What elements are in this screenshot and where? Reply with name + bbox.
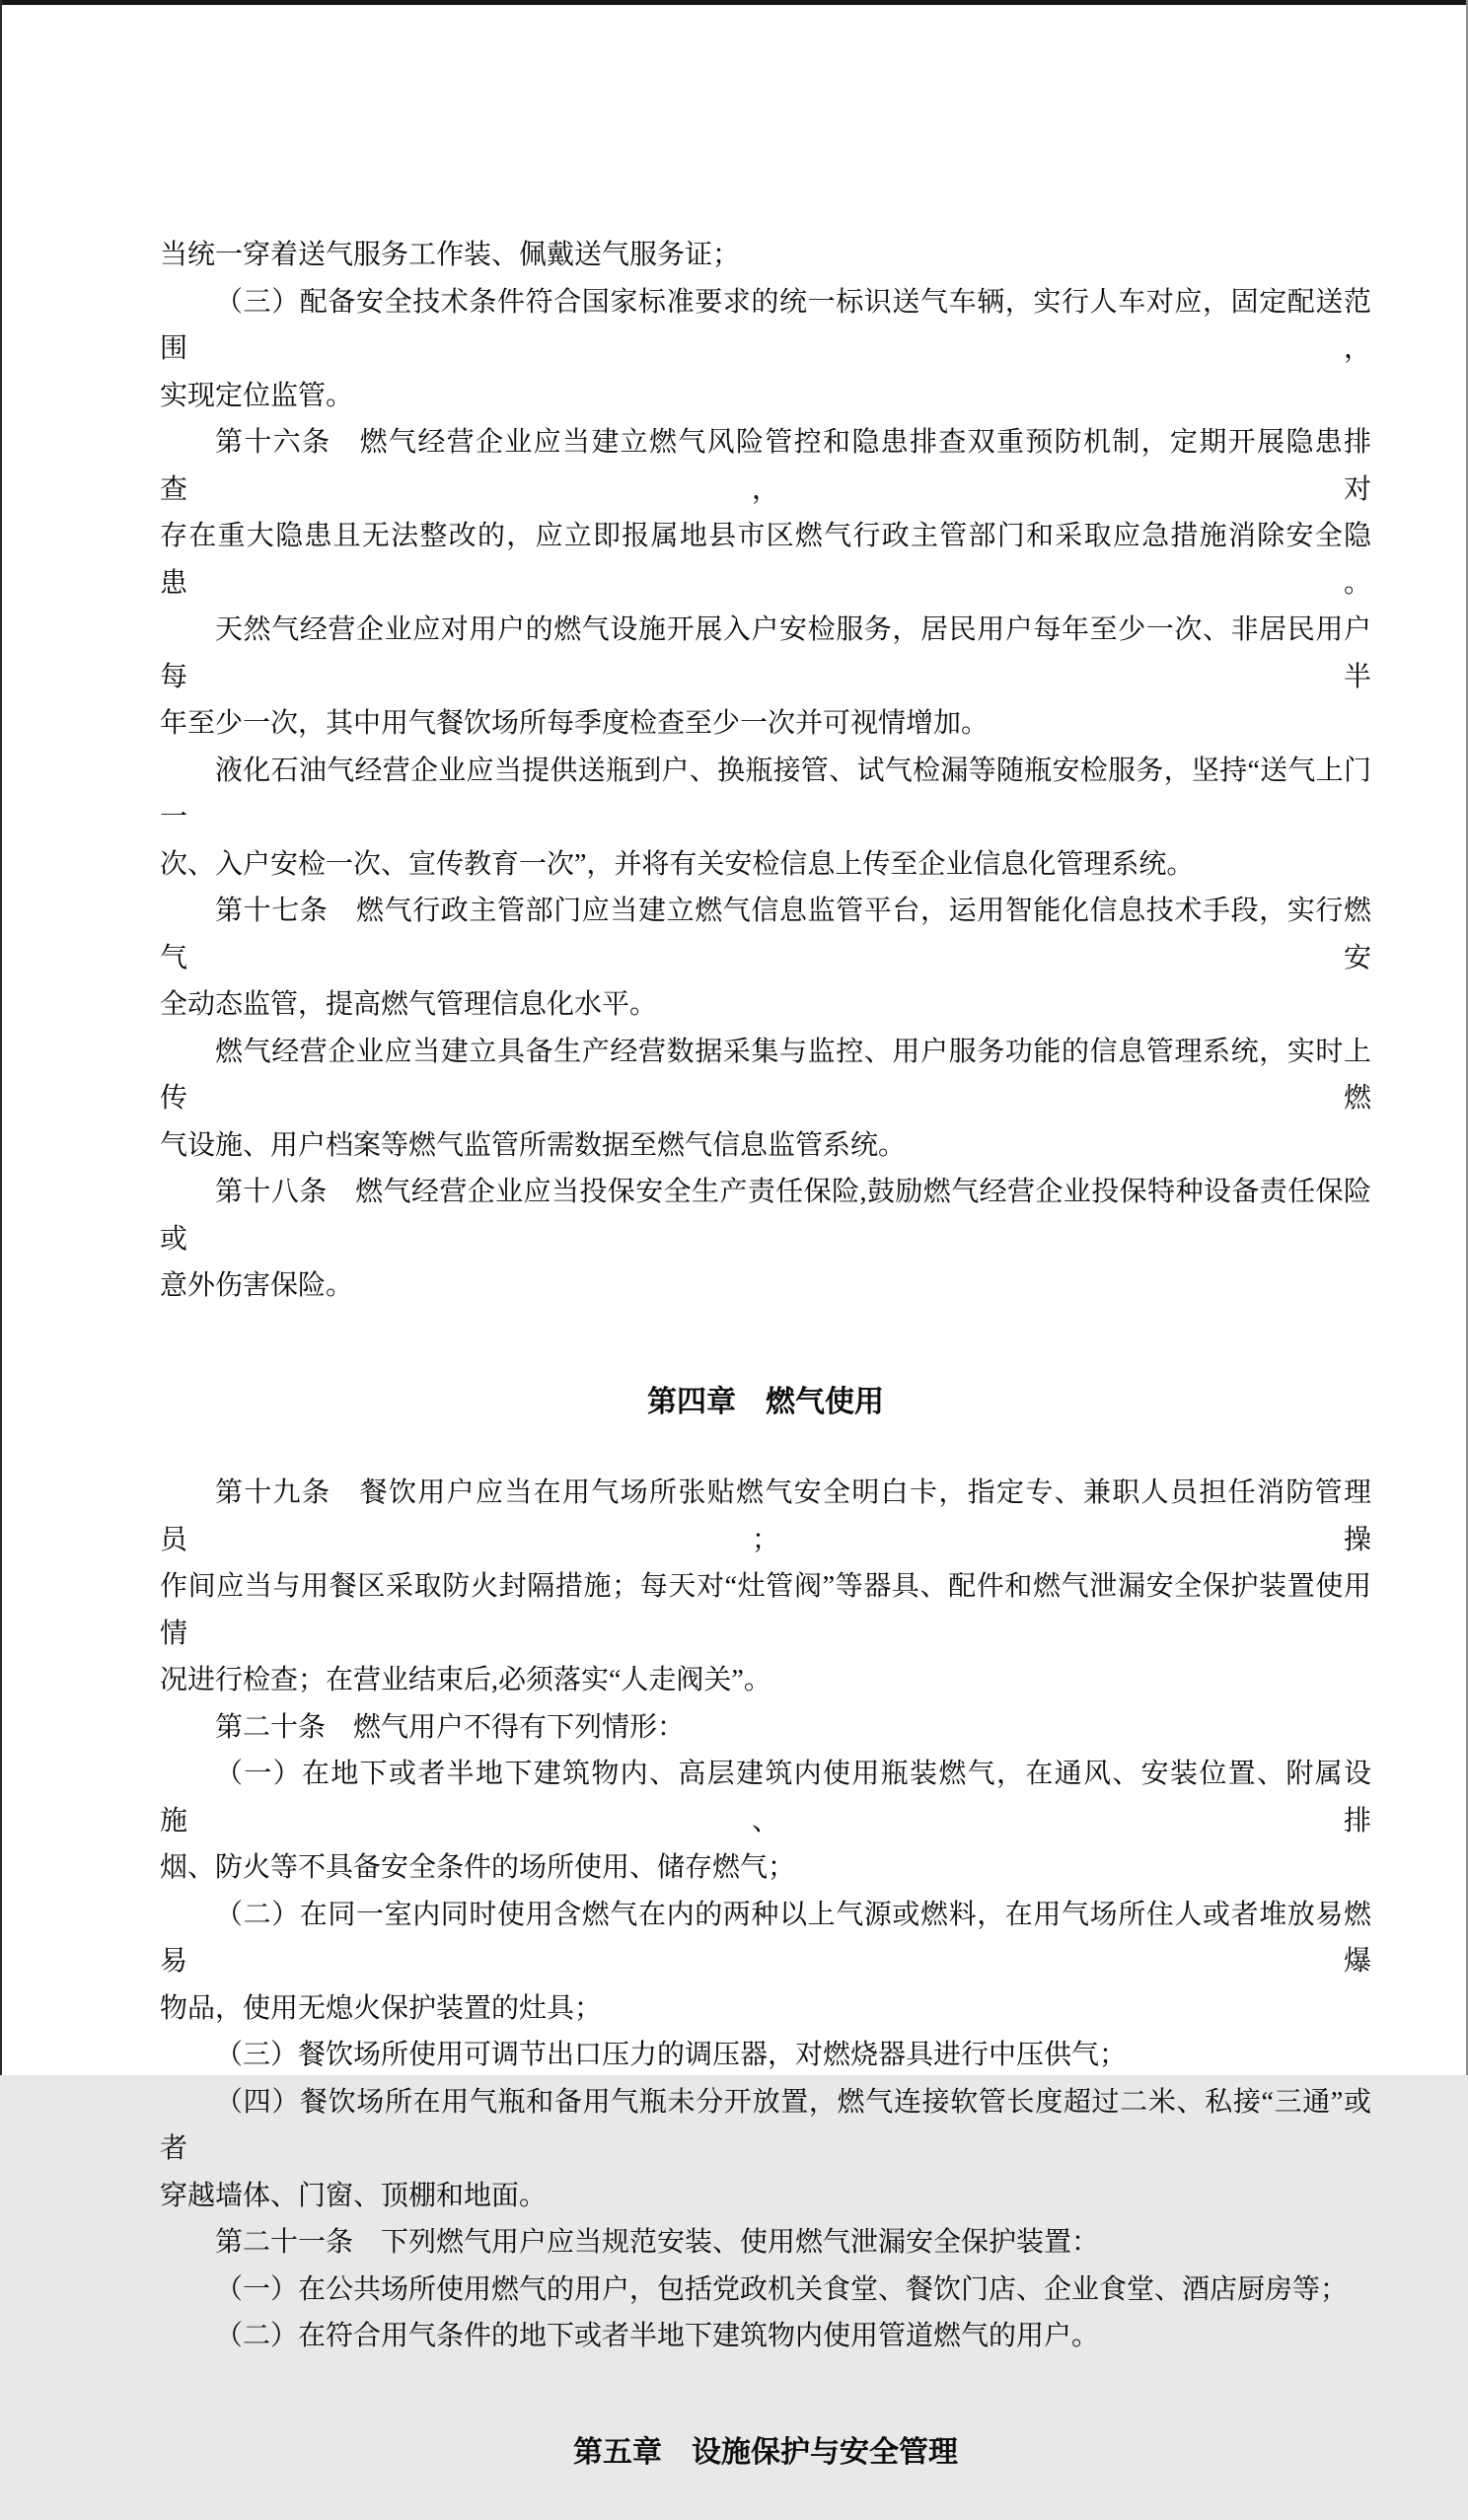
text-line: 作间应当与用餐区采取防火封隔措施；每天对“灶管阀”等器具、配件和燃气泄漏安全保护装置使用情 — [160, 1571, 1371, 1649]
text-line: 气设施、用户档案等燃气监管所需数据至燃气信息监管系统。 — [160, 1129, 907, 1161]
text-line: （二）在同一室内同时使用含燃气在内的两种以上气源或燃料，在用气场所住人或者堆放易燃易爆 — [160, 1899, 1371, 1977]
text-line: 物品，使用无熄火保护装置的灶具； — [160, 1992, 603, 2024]
text-line: 第十九条 餐饮用户应当在用气场所张贴燃气安全明白卡，指定专、兼职人员担任消防管理员；操 — [160, 1477, 1371, 1555]
text-line: 第十七条 燃气行政主管部门应当建立燃气信息监管平台，运用智能化信息技术手段，实行燃气安 — [160, 896, 1371, 973]
text-line: 燃气经营企业应当建立具备生产经营数据采集与监控、用户服务功能的信息管理系统，实时上传燃 — [160, 1036, 1371, 1114]
text-line: 烟、防火等不具备安全条件的场所使用、储存燃气； — [160, 1852, 796, 1883]
text-line: （三）配备安全技术条件符合国家标准要求的统一标识送气车辆，实行人车对应，固定配送范围， — [160, 286, 1371, 364]
text-column — [160, 232, 1371, 2520]
scan-border-top — [0, 0, 1468, 5]
text-line: 意外伤害保险。 — [160, 1270, 354, 1301]
text-line: 第二十条 燃气用户不得有下列情形： — [215, 1711, 686, 1743]
text-line: 次、入户安检一次、宣传教育一次”，并将有关安检信息上传至企业信息化管理系统。 — [160, 848, 1195, 880]
chapter-heading: 第四章 燃气使用 — [647, 1385, 884, 1418]
text-line: （一）在公共场所使用燃气的用户，包括党政机关食堂、餐饮门店、企业食堂、酒店厨房等； — [215, 2273, 1349, 2305]
text-line: 实现定位监管。 — [160, 380, 354, 411]
text-line: 穿越墙体、门窗、顶棚和地面。 — [160, 2180, 548, 2211]
text-line: 第十六条 燃气经营企业应当建立燃气风险管控和隐患排查双重预防机制，定期开展隐患排查，对 — [160, 427, 1371, 505]
text-line: 况进行检查；在营业结束后,必须落实“人走阀关”。 — [160, 1665, 771, 1695]
text-line: 第十八条 燃气经营企业应当投保安全生产责任保险,鼓励燃气经营企业投保特种设备责任保险或 — [160, 1177, 1371, 1255]
text-line: 第二十一条 下列燃气用户应当规范安装、使用燃气泄漏安全保护装置： — [215, 2227, 1100, 2258]
text-line: 年至少一次，其中用气餐饮场所每季度检查至少一次并可视情增加。 — [160, 708, 990, 739]
text-line: 天然气经营企业应对用户的燃气设施开展入户安检服务，居民用户每年至少一次、非居民用户每半 — [160, 614, 1371, 692]
chapter-heading: 第五章 设施保护与安全管理 — [573, 2435, 958, 2469]
text-line: （四）餐饮场所在用气瓶和备用气瓶未分开放置，燃气连接软管长度超过二米、私接“三通”或者 — [160, 2086, 1371, 2164]
text-line: 液化石油气经营企业应当提供送瓶到户、换瓶接管、试气检漏等随瓶安检服务，坚持“送气上门一 — [160, 755, 1371, 832]
text-line: 全动态监管，提高燃气管理信息化水平。 — [160, 989, 658, 1020]
text-line: 当统一穿着送气服务工作装、佩戴送气服务证； — [160, 240, 741, 270]
text-line: （二）在符合用气条件的地下或者半地下建筑物内使用管道燃气的用户。 — [215, 2321, 1100, 2351]
text-line: （一）在地下或者半地下建筑物内、高层建筑内使用瓶装燃气，在通风、安装位置、附属设施、排 — [160, 1759, 1371, 1836]
scan-border-left — [0, 0, 2, 2075]
text-line: 存在重大隐患且无法整改的，应立即报属地县市区燃气行政主管部门和采取应急措施消除安全隐患。 — [160, 521, 1371, 599]
text-line: （三）餐饮场所使用可调节出口压力的调压器，对燃烧器具进行中压供气； — [215, 2040, 1128, 2070]
